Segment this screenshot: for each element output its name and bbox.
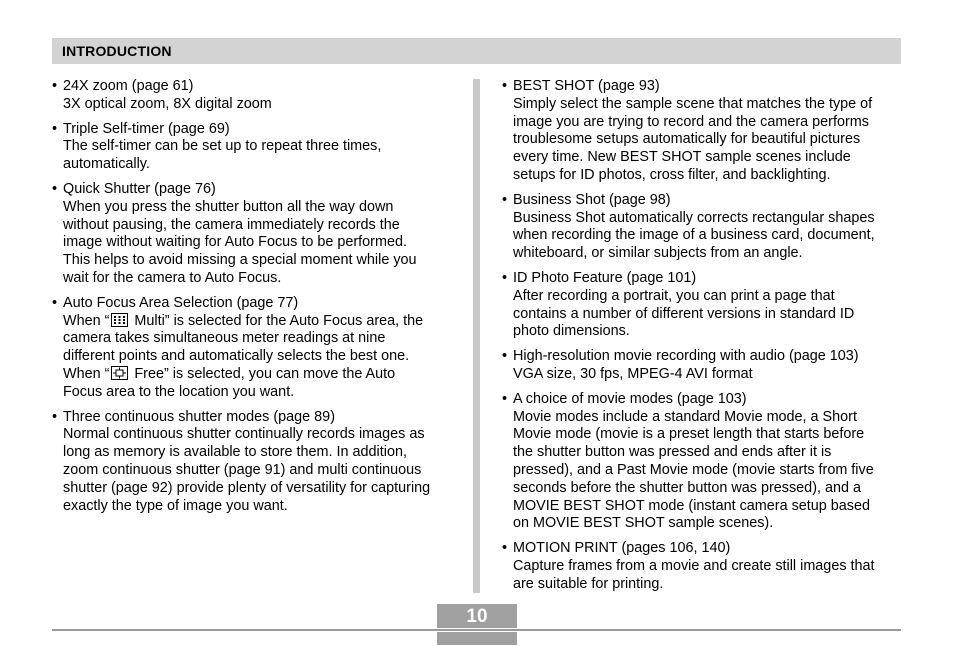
section-header [52,38,901,64]
bullet: • [502,191,508,208]
right-column [502,78,900,601]
bullet: • [52,120,58,137]
feature-item-movie-modes [502,391,900,533]
feature-text: Quick Shutter (page 76) When you press the shutter button all the way down without pausing, the camera immediately records the image without waiting for Auto Focus to be performed. This helps to avoid missing a special moment while you wait for the camera to Auto Focus. [63,180,417,286]
feature-text: Triple Self-timer (page 69) The self-timer can be set up to repeat three times, automatically. [63,120,382,173]
feature-item-motion-print [502,540,900,593]
feature-text: A choice of movie modes (page 103) Movie modes include a standard Movie mode, a Short Movie mode (movie is a preset length that starts before the shutter button was pressed and ends after it is pressed), and a Past Movie mode (movie starts from five seconds before the shutter button was pressed), and a MOVIE BEST SHOT mode (instant camera setup based on MOVIE BEST SHOT sample scenes). [513,390,874,532]
bullet: • [52,408,58,425]
bullet: • [52,78,58,94]
bullet: • [502,540,508,557]
bullet: • [502,78,508,94]
feature-item-id-photo [502,270,900,341]
page-number-tab [437,604,517,645]
bullet: • [52,294,58,311]
feature-item-zoom [52,78,457,114]
feature-text [63,295,457,402]
feature-text: Three continuous shutter modes (page 89) Normal continuous shutter continually records images as long as memory is available to store them. In addition, zoom continuous shutter (page 91) and multi continuous shutter (page 92) provide plenty of versatility for capturing exactly the type of image you want. [63,408,431,514]
feature-item-business-shot [502,192,900,263]
feature-text-segment: Auto Focus Area Selection (page 77) When “ [63,294,299,329]
page-tab-bottom [437,632,517,645]
bullet: • [502,390,508,407]
feature-text-segment: Multi” is selected for the Auto Focus area, the camera takes simultaneous meter readings at nine different points and automatically selects the best one. When “ [63,312,424,382]
feature-text: 24X zoom (page 61) 3X optical zoom, 8X digital zoom [63,78,272,112]
feature-item-self-timer [52,121,457,174]
feature-item-continuous-shutter [52,409,457,516]
free-af-icon [111,366,128,380]
feature-text-segment: Free” is selected, you can move the Auto Focus area to the location you want. [63,365,396,400]
multi-af-icon [111,313,128,327]
left-column [52,78,457,522]
bullet: • [502,269,508,286]
column-divider [473,79,480,593]
page-number: 10 [466,606,488,627]
feature-text: MOTION PRINT (pages 106, 140) Capture frames from a movie and create still images that are suitable for printing. [513,540,875,592]
feature-text: High-resolution movie recording with audio (page 103) VGA size, 30 fps, MPEG-4 AVI format [513,348,859,382]
feature-text: ID Photo Feature (page 101) After recording a portrait, you can print a page that contains a number of different versions in standard ID photo dimensions. [513,269,855,340]
bullet: • [502,348,508,365]
feature-item-best-shot [502,78,900,185]
bullet: • [52,180,58,197]
feature-item-movie-recording [502,348,900,384]
feature-text: BEST SHOT (page 93) Simply select the sample scene that matches the type of image you are trying to record and the camera performs troublesome setups automatically for beautiful pictures every time. New BEST SHOT sample scenes include setups for ID photos, cross filter, and backlighting. [513,78,873,183]
feature-item-af-area [52,295,457,402]
feature-item-quick-shutter [52,181,457,288]
feature-text: Business Shot (page 98) Business Shot automatically corrects rectangular shapes when recording the image of a business card, document, whiteboard, or similar subjects from an angle. [513,191,875,262]
section-title: INTRODUCTION [62,43,172,59]
